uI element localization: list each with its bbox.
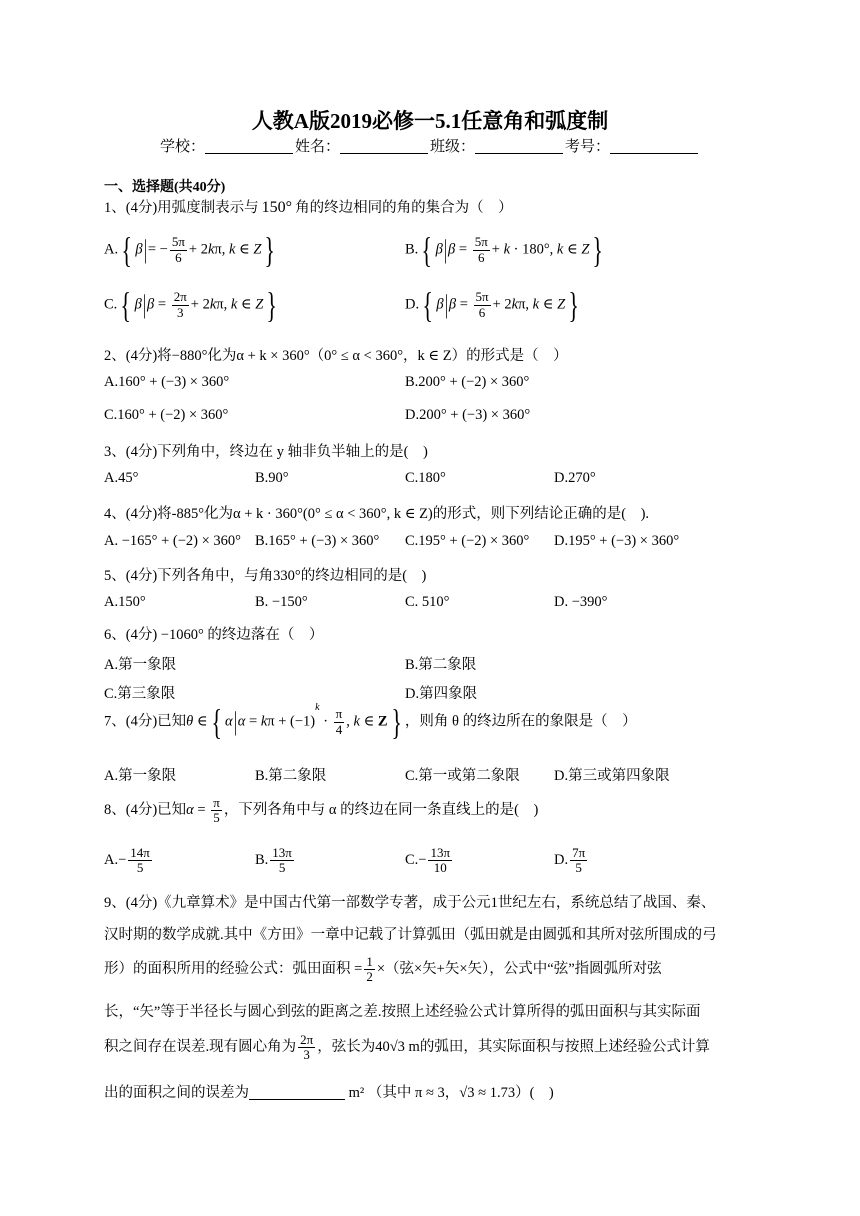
question-8-option-d: D. $\frac{7\pi}{5}$ bbox=[554, 845, 586, 876]
question-2-option-b: B.200° + (−2) × 360° bbox=[405, 374, 530, 390]
class-blank[interactable] bbox=[475, 139, 563, 154]
question-2-stem: 2、(4分)将−880°化为α + k × 360°（0° ≤ α < 360°，k ∈ Z）的形式是（ ） bbox=[104, 348, 568, 364]
question-5-option-a: A.150° bbox=[104, 594, 146, 610]
question-6-option-b: B.第二象限 bbox=[405, 657, 477, 673]
question-9-line-3: 形）的面积所用的经验公式：弧田面积 = $\frac{1}{2}$ ×（弦×矢+矢×矢），公式中“弦”指圆弧所对弦 bbox=[104, 954, 662, 985]
question-7-option-d: D.第三或第四象限 bbox=[554, 768, 670, 784]
question-7-option-a: A.第一象限 bbox=[104, 768, 177, 784]
question-9-line-1: 9、(4分)《九章算术》是中国古代第一部数学专著，成于公元1世纪左右，系统总结了战国、秦、 bbox=[104, 895, 716, 911]
section-heading: 一、选择题(共40分) bbox=[104, 180, 226, 195]
question-9-line-2: 汉时期的数学成就.其中《方田》一章中记载了计算弧田（弧田就是由圆弧和其所对弦所围成的弓 bbox=[104, 927, 717, 943]
question-1-stem: 1、(4分)用弧度制表示与 150° 角的终边相同的角的集合为（ ） bbox=[104, 199, 513, 216]
question-1-option-d: D.{ β|β = $\frac{5\pi}{6}$ + 2kπ, k ∈ Z} bbox=[405, 285, 579, 325]
question-9-line-6: 出的面积之间的误差为 m² （其中 π ≈ 3，√3 ≈ 1.73）( ) bbox=[104, 1085, 554, 1101]
question-1-option-b: B.{ β|β = $\frac{5\pi}{6}$ + k · 180°, k ∈ Z} bbox=[405, 230, 604, 270]
question-4-stem: 4、(4分)将-885°化为α + k · 360°(0° ≤ α < 360°, k ∈ Z)的形式，则下列结论正确的是( ). bbox=[104, 506, 650, 522]
question-3-option-d: D.270° bbox=[554, 470, 596, 486]
question-4-option-a: A. −165° + (−2) × 360° bbox=[104, 533, 241, 549]
question-5-stem: 5、(4分)下列各角中，与角330°的终边相同的是( ) bbox=[104, 568, 427, 584]
question-1-option-c: C.{ β|β = $\frac{2\pi}{3}$ + 2kπ, k ∈ Z} bbox=[104, 285, 278, 325]
question-4-option-d: D.195° + (−3) × 360° bbox=[554, 533, 680, 549]
question-5-option-d: D. −390° bbox=[554, 594, 608, 610]
exam-no-blank[interactable] bbox=[610, 139, 698, 154]
school-blank[interactable] bbox=[205, 139, 293, 154]
page-title: 人教A版2019必修一5.1任意角和弧度制 bbox=[251, 109, 609, 133]
question-2-option-c: C.160° + (−2) × 360° bbox=[104, 407, 229, 423]
question-7-option-c: C.第一或第二象限 bbox=[405, 768, 520, 784]
question-7-stem: 7、(4分)已知θ ∈{ $\alpha|\alpha = k\pi + (-1)^k$ · $\frac{\pi}{4}$ , k ∈ Z} ，则角 θ 的终边所在的象限是（ ） bbox=[104, 702, 637, 742]
question-1-option-a: A.{ β|= − $\frac{5\pi}{6}$ + 2kπ, k ∈ Z} bbox=[104, 230, 276, 270]
question-3-option-a: A.45° bbox=[104, 470, 139, 486]
name-blank[interactable] bbox=[340, 139, 428, 154]
question-7-option-b: B.第二象限 bbox=[255, 768, 327, 784]
answer-blank[interactable] bbox=[249, 1085, 345, 1100]
question-2-option-a: A.160° + (−3) × 360° bbox=[104, 374, 230, 390]
question-6-option-d: D.第四象限 bbox=[405, 686, 478, 702]
question-4-option-b: B.165° + (−3) × 360° bbox=[255, 533, 380, 549]
question-5-option-b: B. −150° bbox=[255, 594, 308, 610]
school-label: 学校： bbox=[159, 139, 205, 155]
question-8-stem: 8、(4分)已知α = $\frac{\pi}{5}$ ，下列各角中与 α 的终边在同一条直线上的是( ) bbox=[104, 795, 539, 826]
question-9-line-5: 积之间存在误差.现有圆心角为 $\frac{2\pi}{3}$ ，弦长为40√3 m的弧田，其实际面积与按照上述经验公式计算 bbox=[104, 1032, 710, 1063]
name-label: 姓名： bbox=[294, 139, 340, 155]
question-9-line-4: 长，“矢”等于半径长与圆心到弦的距离之差.按照上述经验公式计算所得的弧田面积与其实际面 bbox=[104, 1004, 701, 1020]
student-info-line bbox=[0, 135, 860, 156]
question-3-option-b: B.90° bbox=[255, 470, 289, 486]
question-3-stem: 3、(4分)下列角中，终边在 y 轴非负半轴上的是( ) bbox=[104, 444, 428, 460]
question-6-option-c: C.第三象限 bbox=[104, 686, 176, 702]
question-6-stem: 6、(4分) −1060° 的终边落在（ ） bbox=[104, 627, 324, 643]
question-2-option-d: D.200° + (−3) × 360° bbox=[405, 407, 531, 423]
question-8-option-c: C.− $\frac{13\pi}{10}$ bbox=[405, 845, 451, 876]
question-8-option-b: B. $\frac{13\pi}{5}$ bbox=[255, 845, 292, 876]
question-3-option-c: C.180° bbox=[405, 470, 446, 486]
question-6-option-a: A.第一象限 bbox=[104, 657, 177, 673]
question-4-option-c: C.195° + (−2) × 360° bbox=[405, 533, 530, 549]
exam-no-label: 考号： bbox=[565, 139, 611, 155]
question-5-option-c: C. 510° bbox=[405, 594, 450, 610]
class-label: 班级： bbox=[430, 139, 476, 155]
question-8-option-a: A.− $\frac{14\pi}{5}$ bbox=[104, 845, 150, 876]
